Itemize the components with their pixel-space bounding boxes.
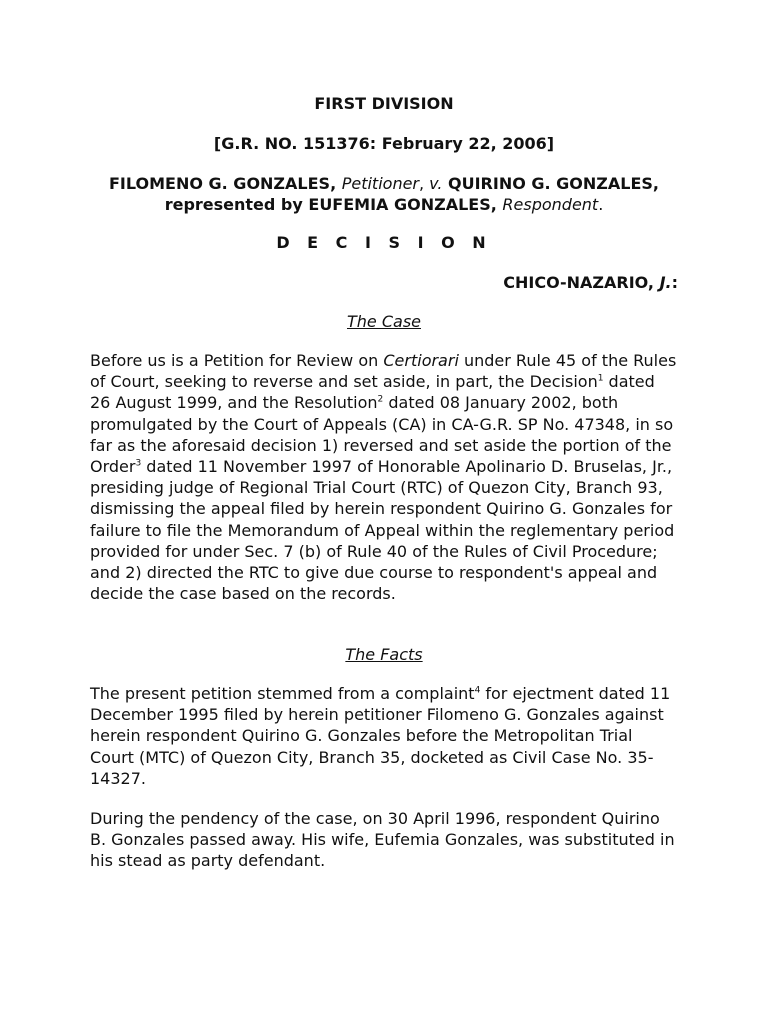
text-run: under Rule 45 of the Rules of Court, seeking to reverse and set aside, in part, the Decision bbox=[90, 351, 677, 392]
division-title: FIRST DIVISION bbox=[314, 94, 454, 113]
case-parties: FILOMENO G. GONZALES, Petitioner, v. QUIRINO G. GONZALES, represented by EUFEMIA GONZALES, Respondent. bbox=[109, 174, 659, 214]
section-heading-facts: The Facts bbox=[345, 645, 423, 664]
ponente: CHICO-NAZARIO, J.: bbox=[503, 273, 678, 292]
text-run: Before us is a Petition for Review on bbox=[90, 351, 384, 370]
text-run: The present petition stemmed from a complaint bbox=[90, 684, 475, 703]
footnote-ref-4[interactable]: 4 bbox=[474, 685, 481, 696]
paragraph-the-case bbox=[90, 350, 680, 604]
footnote-ref-2[interactable]: 2 bbox=[377, 395, 384, 406]
text-run: dated 26 August 1999, and the Resolution bbox=[90, 372, 655, 413]
paragraph-facts-2: During the pendency of the case, on 30 April 1996, respondent Quirino B. Gonzales passed away. His wife, Eufemia Gonzales, was substituted in his stead as party defendant. bbox=[90, 809, 675, 871]
section-heading-case: The Case bbox=[347, 312, 421, 331]
decision-label: D E C I S I O N bbox=[276, 233, 492, 252]
ponente-title: J. bbox=[659, 273, 672, 292]
versus: v. bbox=[429, 174, 443, 193]
footnote-ref-1[interactable]: 1 bbox=[597, 373, 604, 384]
case-number: [G.R. NO. 151376: February 22, 2006] bbox=[213, 134, 555, 153]
petitioner-name: FILOMENO G. GONZALES, bbox=[109, 174, 337, 193]
text-run: for ejectment dated 11 December 1995 filed by herein petitioner Filomeno G. Gonzales against herein respondent Quirino G. Gonzales before the Metropolitan Trial Court (MTC) of Quezon City, Branch 35, docketed as Civil Case No. 35-14327. bbox=[90, 684, 671, 788]
ponente-name: CHICO-NAZARIO, bbox=[503, 273, 654, 292]
respondent-role: Respondent bbox=[502, 195, 599, 214]
text-italic: Certiorari bbox=[383, 351, 459, 370]
respondent-name: QUIRINO G. GONZALES, represented by EUFEMIA GONZALES, bbox=[164, 174, 659, 214]
text-run: dated 11 November 1997 of Honorable Apolinario D. Bruselas, Jr., presiding judge of Regional Trial Court (RTC) of Quezon City, Branch 93, dismissing the appeal filed by herein respondent Quirino G. Gonzales for failure to file the Memorandum of Appeal within the reglementary period provided for under Sec. 7 (b) of Rule 40 of the Rules of Civil Procedure; and 2) directed the RTC to give due course to respondent's appeal and decide the case based on the records. bbox=[90, 457, 675, 604]
petitioner-role: Petitioner bbox=[341, 174, 419, 193]
footnote-ref-3[interactable]: 3 bbox=[135, 458, 142, 469]
paragraph-facts-1 bbox=[90, 683, 680, 789]
text-run: dated 08 January 2002, both promulgated by the Court of Appeals (CA) in CA-G.R. SP No. 47348, in so far as the aforesaid decision 1) reversed and set aside the portion of the Order bbox=[90, 393, 674, 477]
